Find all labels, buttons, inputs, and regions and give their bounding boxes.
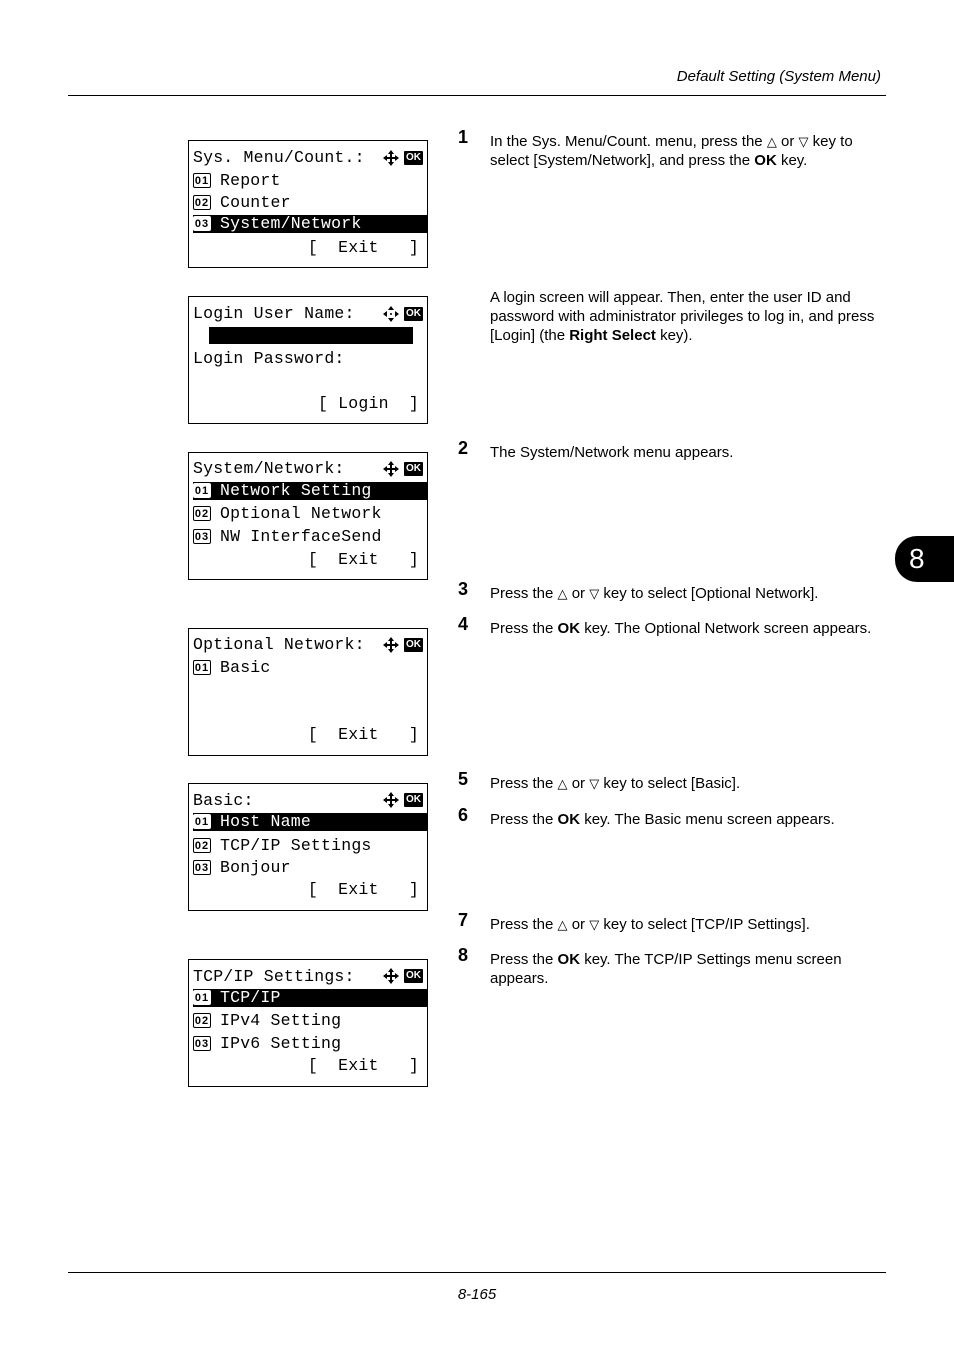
down-triangle-icon: ▽: [589, 586, 600, 601]
nav-icons: [382, 966, 423, 986]
step-text: In the Sys. Menu/Count. menu, press the △ or ▽ key to select [System/Network], and press the OK key.: [490, 133, 853, 169]
header-title: Default Setting (System Menu): [676, 68, 881, 85]
four-way-arrow-icon: [382, 636, 400, 654]
item-number: 03: [194, 862, 210, 874]
step-text: Press the △ or ▽ key to select [Basic].: [490, 775, 741, 792]
step-number: 3: [458, 579, 469, 599]
note-text: A login screen will appear. Then, enter the user ID and password with administrator privileges to log in, and press [Login] (the Right Select key).: [490, 289, 875, 344]
down-triangle-icon: ▽: [589, 917, 600, 932]
screen-title: System/Network:: [193, 459, 345, 478]
item-number: 03: [194, 1038, 210, 1050]
screen-title: Login User Name:: [193, 304, 355, 323]
four-way-arrow-icon: [382, 460, 400, 478]
down-triangle-icon: ▽: [589, 776, 600, 791]
step-text: Press the △ or ▽ key to select [Optional Network].: [490, 585, 819, 602]
exit-softkey[interactable]: [ Exit ]: [307, 880, 419, 899]
exit-softkey[interactable]: [ Exit ]: [307, 550, 419, 569]
item-number: 02: [194, 508, 210, 520]
four-way-dotted-arrow-icon: [382, 305, 400, 323]
exit-softkey[interactable]: [ Exit ]: [307, 725, 419, 744]
ok-icon: OK: [406, 970, 421, 981]
ok-icon: OK: [406, 463, 421, 474]
item-number: 02: [194, 840, 210, 852]
menu-item-tcp-ip[interactable]: 01 TCP/IP: [193, 989, 427, 1007]
step-number: 6: [458, 805, 469, 825]
nav-icons: [382, 459, 423, 479]
menu-item-host-name[interactable]: 01 Host Name: [193, 813, 427, 831]
down-triangle-icon: ▽: [798, 134, 809, 149]
step-text: Press the OK key. The Optional Network screen appears.: [490, 620, 872, 637]
login-user-name-input[interactable]: [209, 327, 413, 344]
four-way-arrow-icon: [382, 967, 400, 985]
step-number: 5: [458, 769, 469, 789]
exit-softkey[interactable]: [ Exit ]: [307, 1056, 419, 1075]
menu-item-ipv4-setting[interactable]: 02 IPv4 Setting: [194, 1011, 342, 1030]
item-number: 01: [194, 992, 210, 1004]
menu-item-bonjour[interactable]: 03 Bonjour: [194, 858, 291, 877]
up-triangle-icon: △: [557, 917, 568, 932]
lcd-screen-basic: [188, 783, 428, 911]
item-number: 03: [194, 218, 210, 230]
exit-softkey[interactable]: [ Exit ]: [307, 238, 419, 257]
ok-icon: OK: [406, 639, 421, 650]
menu-item-ipv6-setting[interactable]: 03 IPv6 Setting: [194, 1034, 342, 1053]
screen-title: Optional Network:: [193, 635, 365, 654]
menu-item-counter[interactable]: 02 Counter: [194, 193, 291, 212]
ok-icon: OK: [406, 308, 421, 319]
step-number: 8: [458, 945, 469, 965]
menu-item-report[interactable]: 01 Report: [194, 171, 281, 190]
menu-item-nw-interface-send[interactable]: 03 NW InterfaceSend: [194, 527, 382, 546]
four-way-arrow-icon: [382, 149, 400, 167]
item-number: 03: [194, 531, 210, 543]
menu-item-network-setting[interactable]: 01 Network Setting: [193, 482, 427, 500]
menu-item-tcp-ip-settings[interactable]: 02 TCP/IP Settings: [194, 836, 372, 855]
item-number: 01: [194, 485, 210, 497]
page-number: 8-165: [457, 1286, 497, 1303]
step-number: 2: [458, 438, 469, 458]
screen-title: TCP/IP Settings:: [193, 967, 355, 986]
four-way-arrow-icon: [382, 791, 400, 809]
password-label: Login Password:: [193, 349, 345, 368]
up-triangle-icon: △: [766, 134, 777, 149]
nav-icons: [382, 790, 423, 810]
lcd-screen-sys-menu: [188, 140, 428, 268]
ok-icon: OK: [406, 152, 421, 163]
up-triangle-icon: △: [557, 586, 568, 601]
nav-icons: [382, 304, 423, 324]
step-text: Press the OK key. The Basic menu screen appears.: [490, 811, 835, 828]
chapter-tab: 8: [895, 536, 954, 582]
item-number: 01: [194, 662, 210, 674]
item-number: 01: [194, 175, 210, 187]
footer-rule: [68, 1272, 886, 1273]
screen-title: Basic:: [193, 791, 254, 810]
menu-item-basic[interactable]: 01 Basic: [194, 658, 271, 677]
step-text: The System/Network menu appears.: [490, 444, 734, 461]
item-number: 02: [194, 1015, 210, 1027]
menu-item-system-network[interactable]: 03 System/Network: [193, 215, 427, 233]
step-text: Press the OK key. The TCP/IP Settings menu screen appears.: [490, 951, 842, 987]
login-softkey[interactable]: [ Login ]: [317, 394, 419, 413]
lcd-screen-system-network: [188, 452, 428, 580]
step-number: 4: [458, 614, 469, 634]
item-number: 01: [194, 816, 210, 828]
step-number: 1: [458, 127, 469, 147]
item-number: 02: [194, 197, 210, 209]
nav-icons: [382, 635, 423, 655]
step-text: Press the △ or ▽ key to select [TCP/IP Settings].: [490, 916, 810, 933]
ok-icon: OK: [406, 794, 421, 805]
up-triangle-icon: △: [557, 776, 568, 791]
nav-icons: [382, 148, 423, 168]
lcd-screen-login: [188, 296, 428, 424]
step-number: 7: [458, 910, 469, 930]
screen-title: Sys. Menu/Count.:: [193, 148, 365, 167]
lcd-screen-tcp-ip-settings: [188, 959, 428, 1087]
header-rule: [68, 95, 886, 96]
menu-item-optional-network[interactable]: 02 Optional Network: [194, 504, 382, 523]
lcd-screen-optional-network: [188, 628, 428, 756]
